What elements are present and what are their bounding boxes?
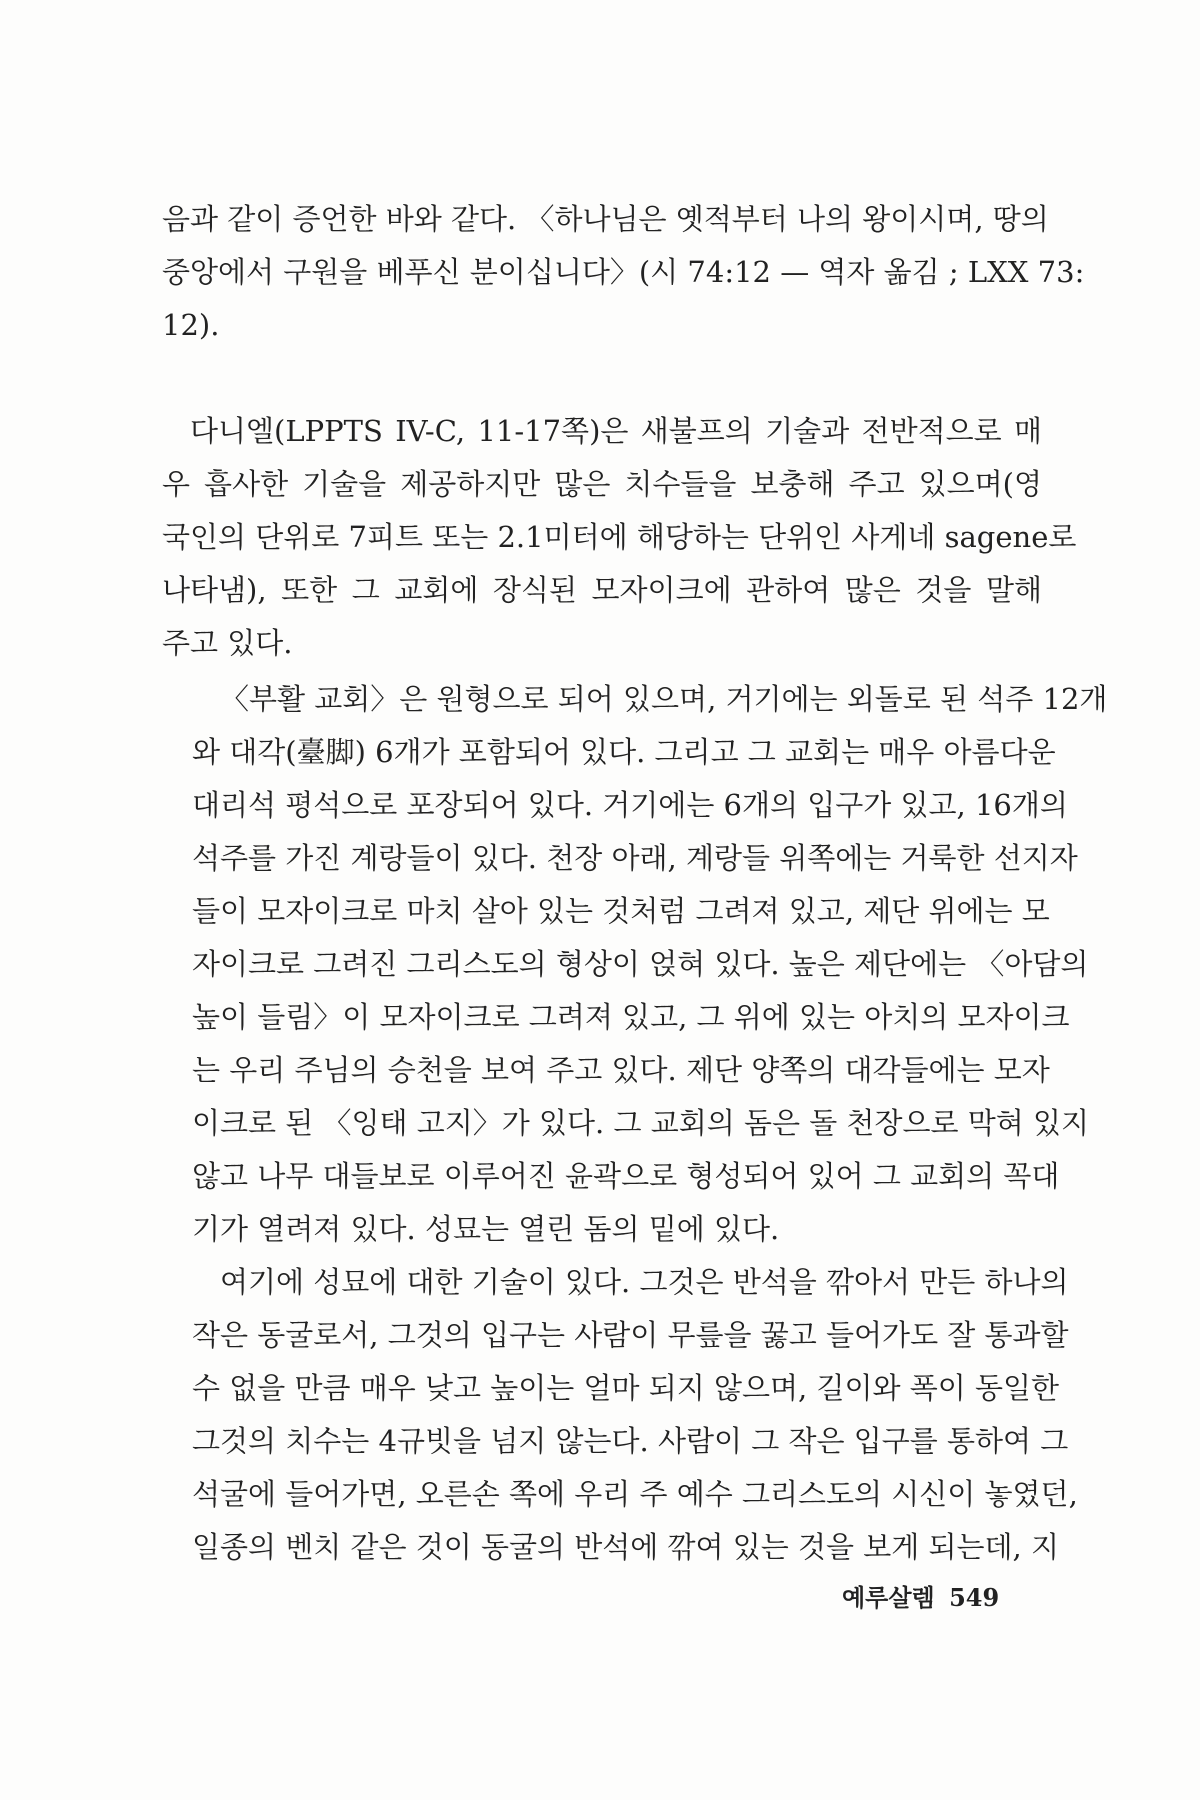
- text-line: 대리석 평석으로 포장되어 있다. 거기에는 6개의 입구가 있고, 16개의: [192, 788, 1068, 822]
- paragraph-quote-continuation: [162, 193, 1085, 352]
- paragraph-resurrection-church: [192, 673, 1108, 1574]
- text-line: 들이 모자이크로 마치 살아 있는 것처럼 그려져 있고, 제단 위에는 모: [192, 894, 1050, 928]
- text-line: 중앙에서 구원을 베푸신 분이십니다〉(시 74:12 — 역자 옮김 ; LXX 73:: [162, 255, 1085, 289]
- text-line: 작은 동굴로서, 그것의 입구는 사람이 무릎을 꿇고 들어가도 잘 통과할: [192, 1318, 1069, 1352]
- text-line: 다니엘(LPPTS IV-C, 11-17쪽)은 새불프의 기술과 전반적으로 매: [190, 414, 1042, 448]
- running-title: 예루살렘: [842, 1584, 935, 1612]
- text-line: 나타냄), 또한 그 교회에 장식된 모자이크에 관하여 많은 것을 말해: [162, 573, 1042, 607]
- text-line: 자이크로 그려진 그리스도의 형상이 얹혀 있다. 높은 제단에는 〈아담의: [192, 947, 1089, 981]
- text-line: 일종의 벤치 같은 것이 동굴의 반석에 깎여 있는 것을 보게 되는데, 지: [192, 1530, 1059, 1564]
- text-line: 석굴에 들어가면, 오른손 쪽에 우리 주 예수 그리스도의 시신이 놓였던,: [192, 1477, 1078, 1511]
- text-line: 주고 있다.: [162, 626, 293, 660]
- text-line: 이크로 된 〈잉태 고지〉가 있다. 그 교회의 돔은 돌 천장으로 막혀 있지: [192, 1106, 1089, 1140]
- text-line: 는 우리 주님의 승천을 보여 주고 있다. 제단 양쪽의 대각들에는 모자: [192, 1053, 1050, 1087]
- text-line: 〈부활 교회〉은 원형으로 되어 있으며, 거기에는 외돌로 된 석주 12개: [220, 682, 1108, 716]
- paragraph-daniel: [162, 405, 1077, 670]
- text-line: 여기에 성묘에 대한 기술이 있다. 그것은 반석을 깎아서 만든 하나의: [220, 1265, 1069, 1299]
- text-line: 기가 열려져 있다. 성묘는 열린 돔의 밑에 있다.: [192, 1212, 780, 1246]
- text-line: 국인의 단위로 7피트 또는 2.1미터에 해당하는 단위인 사게네 sagene로: [162, 520, 1077, 554]
- text-line: 그것의 치수는 4규빗을 넘지 않는다. 사람이 그 작은 입구를 통하여 그: [192, 1424, 1069, 1458]
- text-line: 높이 들림〉이 모자이크로 그려져 있고, 그 위에 있는 아치의 모자이크: [192, 1000, 1070, 1034]
- text-line: 12).: [162, 308, 220, 342]
- page-footer: [842, 1578, 999, 1613]
- text-line: 수 없을 만큼 매우 낮고 높이는 얼마 되지 않으며, 길이와 폭이 동일한: [192, 1371, 1059, 1405]
- text-line: 와 대각(臺脚) 6개가 포함되어 있다. 그리고 그 교회는 매우 아름다운: [192, 735, 1056, 769]
- text-line: 않고 나무 대들보로 이루어진 윤곽으로 형성되어 있어 그 교회의 꼭대: [192, 1159, 1060, 1193]
- text-line: 음과 같이 증언한 바와 같다. 〈하나님은 옛적부터 나의 왕이시며, 땅의: [162, 202, 1049, 236]
- text-line: 석주를 가진 계랑들이 있다. 천장 아래, 계랑들 위쪽에는 거룩한 선지자: [192, 841, 1078, 875]
- text-line: 우 흡사한 기술을 제공하지만 많은 치수들을 보충해 주고 있으며(영: [162, 467, 1042, 501]
- page-number: 549: [949, 1583, 1000, 1612]
